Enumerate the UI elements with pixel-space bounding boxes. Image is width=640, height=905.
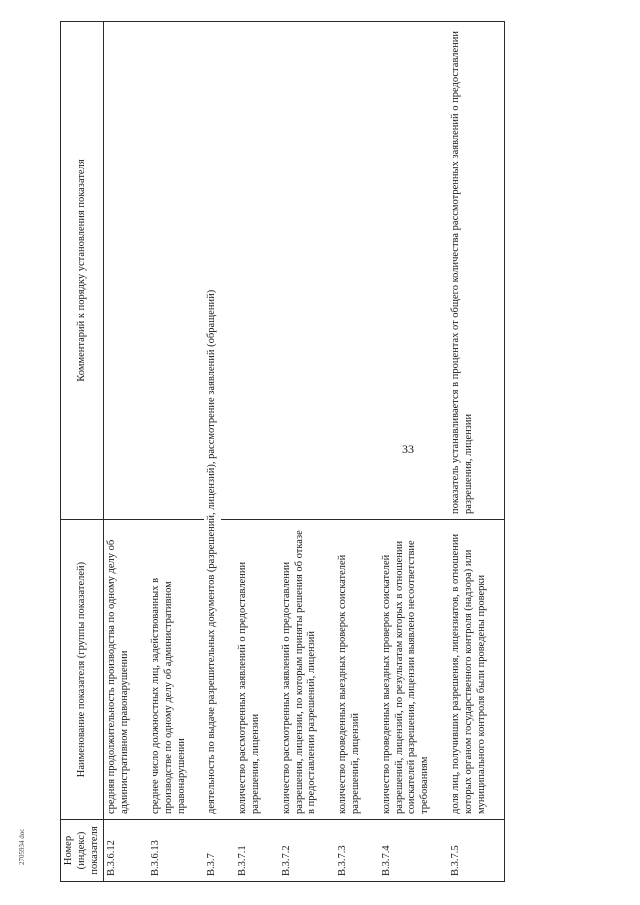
table-row: [448, 22, 490, 882]
section-name: деятельность по выдаче разрешительных документов (разрешений, лицензий), рассмотрение заявлений (обращений): [204, 22, 221, 820]
header-name: Наименование показателя (группы показателей): [61, 520, 104, 820]
table-section-row: [204, 22, 221, 882]
row-index: В.3.6.13: [148, 820, 190, 882]
row-comment: [335, 22, 365, 520]
row-index: В.3.7.3: [335, 820, 365, 882]
row-comment: [379, 22, 434, 520]
row-name: количество рассмотренных заявлений о предоставлении разрешения, лицензии: [235, 520, 265, 820]
row-index: В.3.7.4: [379, 820, 434, 882]
footer-doc-id: 2705934 doc: [18, 828, 26, 865]
row-comment: показатель устанавливается в процентах от общего количества рассмотренных заявлений о предоставлении разрешения, лицензии: [448, 22, 490, 520]
row-name: количество проведенных выездных проверок соискателей разрешений, лицензий: [335, 520, 365, 820]
table-row: [379, 22, 434, 882]
row-name: средняя продолжительность производства по одному делу об административном правонарушении: [104, 520, 134, 820]
row-index: В.3.7.5: [448, 820, 490, 882]
row-index: В.3.7.2: [279, 820, 321, 882]
indicators-table: [60, 21, 505, 882]
table-row: [148, 22, 190, 882]
table-row: [104, 22, 134, 882]
rotated-table-container: [60, 22, 602, 882]
row-index: В.3.7: [204, 820, 221, 882]
row-name: доля лиц, получивших разрешения, лицензиатов, в отношении которых органом государственного контроля (надзора) или муниципального контроля были проведены проверки: [448, 520, 490, 820]
row-name: количество проведенных выездных проверок соискателей разрешений, лицензий, по результатам которых в отношении соискателей разрешения, лицензии выявлено несоответствие требованиям: [379, 520, 434, 820]
row-name: среднее число должностных лиц, задействованных в производстве по одному делу об административном правонарушении: [148, 520, 190, 820]
row-comment: [104, 22, 134, 520]
table-row: [235, 22, 265, 882]
row-name: количество рассмотренных заявлений о предоставлении разрешения, лицензии, по которым приняты решения об отказе в предоставлении разрешений, лицензий: [279, 520, 321, 820]
row-comment: [235, 22, 265, 520]
table-header-row: [61, 22, 104, 882]
row-comment: [148, 22, 190, 520]
row-index: В.3.7.1: [235, 820, 265, 882]
row-index: В.3.6.12: [104, 820, 134, 882]
page-number: 33: [402, 442, 414, 456]
header-index: Номер (индекс) показателя: [61, 820, 104, 882]
row-comment: [279, 22, 321, 520]
table-row: [279, 22, 321, 882]
table-row: [335, 22, 365, 882]
header-comment: Комментарий к порядку установления показателя: [61, 22, 104, 520]
